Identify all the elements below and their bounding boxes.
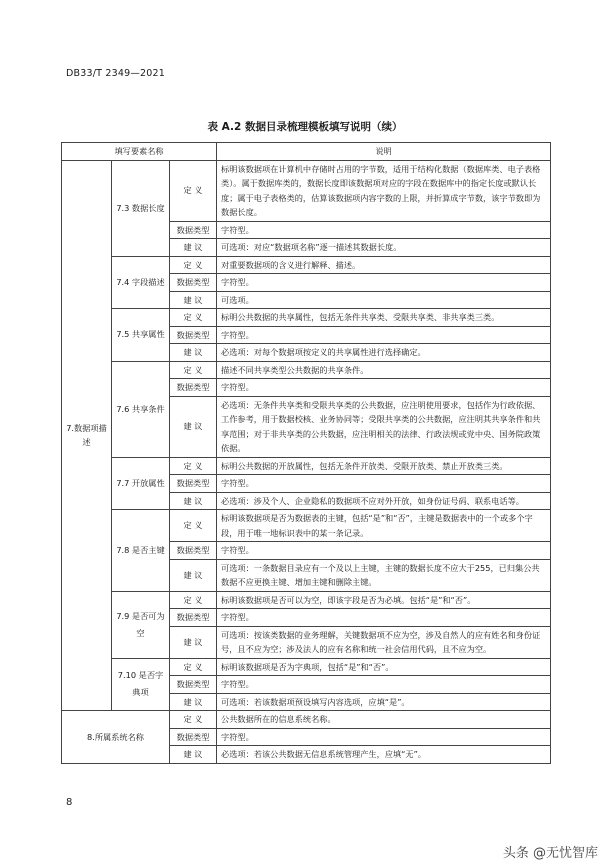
attribute-cell: 定 义 — [170, 510, 217, 542]
description-cell: 可选项：若该数据项预设填写内容选项，应填“是”。 — [217, 693, 551, 711]
attribute-cell: 建 议 — [170, 492, 217, 510]
table-row — [62, 160, 551, 221]
table-row — [62, 591, 551, 609]
page-number: 8 — [66, 797, 73, 808]
description-cell: 字符型。 — [217, 475, 551, 493]
description-cell: 字符型。 — [217, 676, 551, 694]
description-cell: 必选项：涉及个人、企业隐私的数据项不应对外开放，如身份证号码、联系电话等。 — [217, 492, 551, 510]
attribute-cell: 定 义 — [170, 256, 217, 274]
attribute-cell: 建 议 — [170, 239, 217, 257]
element-name-cell: 7.4 字段描述 — [112, 256, 170, 309]
element-name-cell: 7.5 共享属性 — [112, 309, 170, 362]
table-row — [62, 510, 551, 542]
element-name-cell: 7.7 开放属性 — [112, 457, 170, 510]
description-cell: 必选项：无条件共享类和受限共享类的公共数据，应注明使用要求，包括作为行政依据、工作参考，用于数据校核、业务协同等；受限共享类的公共数据，应注明其共享条件和共享范围；对于非共享类的公共数据，应注明相关的法律、行政法规或党中央、国务院政策依据。 — [217, 396, 551, 457]
table-row — [62, 711, 551, 729]
attribute-cell: 数据类型 — [170, 379, 217, 397]
attribute-cell: 定 义 — [170, 160, 217, 221]
attribute-cell: 数据类型 — [170, 326, 217, 344]
attribute-cell: 数据类型 — [170, 475, 217, 493]
table-body — [62, 160, 551, 763]
attribute-cell: 定 义 — [170, 591, 217, 609]
description-cell: 可选项：对应“数据项名称”逐一描述其数据长度。 — [217, 239, 551, 257]
description-cell: 描述不同共享类型公共数据的共享条件。 — [217, 361, 551, 379]
description-cell: 字符型。 — [217, 609, 551, 627]
attribute-cell: 建 议 — [170, 396, 217, 457]
description-cell: 对重要数据项的含义进行解释、描述。 — [217, 256, 551, 274]
element-name-cell: 7.3 数据长度 — [112, 160, 170, 256]
document-code: DB33/T 2349—2021 — [66, 68, 165, 79]
attribute-cell: 数据类型 — [170, 676, 217, 694]
description-cell: 字符型。 — [217, 728, 551, 746]
attribute-cell: 数据类型 — [170, 274, 217, 292]
spec-table — [61, 142, 551, 764]
description-cell: 公共数据所在的信息系统名称。 — [217, 711, 551, 729]
attribute-cell: 建 议 — [170, 559, 217, 591]
attribute-cell: 数据类型 — [170, 728, 217, 746]
attribute-cell: 建 议 — [170, 344, 217, 362]
table-row — [62, 658, 551, 676]
description-cell: 可选项：按该类数据的业务理解，关键数据项不应为空，涉及自然人的应有姓名和身份证号，且不应为空；涉及法人的应有名称和统一社会信用代码，且不应为空。 — [217, 626, 551, 658]
description-cell: 标明该数据项是否为字典项，包括“是”和“否”。 — [217, 658, 551, 676]
element-name-cell: 7.6 共享条件 — [112, 361, 170, 457]
attribute-cell: 定 义 — [170, 658, 217, 676]
description-cell: 标明该数据项是否可以为空，即该字段是否为必填。包括“是”和“否”。 — [217, 591, 551, 609]
description-cell: 标明该数据项在计算机中存储时占用的字节数，适用于结构化数据（数据库类、电子表格类）。属于数据库类的，数据长度即该数据项对应的字段在数据库中的指定长度或默认长度；属于电子表格类的，估算该数据项内容字数的上限，并折算成字节数，该字节数即为数据长度。 — [217, 160, 551, 221]
description-cell: 字符型。 — [217, 379, 551, 397]
description-cell: 字符型。 — [217, 542, 551, 560]
description-cell: 可选项。 — [217, 291, 551, 309]
description-cell: 必选项：对每个数据项按定义的共享属性进行选择确定。 — [217, 344, 551, 362]
table-title: 表 A.2 数据目录梳理模板填写说明（续） — [207, 121, 403, 133]
attribute-cell: 建 议 — [170, 291, 217, 309]
description-cell: 可选项：一条数据目录应有一个及以上主键，主键的数据长度不应大于255，已归集公共数据不应更换主键、增加主键和删除主键。 — [217, 559, 551, 591]
attribute-cell: 数据类型 — [170, 542, 217, 560]
description-cell: 字符型。 — [217, 221, 551, 239]
element-name-cell: 7.9 是否可为空 — [112, 591, 170, 658]
description-cell: 字符型。 — [217, 326, 551, 344]
column-header-element-name: 填写要素名称 — [62, 143, 217, 161]
table-row — [62, 361, 551, 379]
attribute-cell: 定 义 — [170, 711, 217, 729]
description-cell: 标明公共数据的共享属性，包括无条件共享类、受限共享类、非共享类三类。 — [217, 309, 551, 327]
description-cell: 必选项：若该公共数据无信息系统管理产生，应填“无”。 — [217, 746, 551, 764]
description-cell: 标明公共数据的开放属性，包括无条件开放类、受限开放类、禁止开放类三类。 — [217, 457, 551, 475]
attribute-cell: 建 议 — [170, 626, 217, 658]
attribute-cell: 建 议 — [170, 693, 217, 711]
table-row — [62, 309, 551, 327]
column-header-description: 说明 — [217, 143, 551, 161]
attribute-cell: 定 义 — [170, 309, 217, 327]
element-name-cell: 7.8 是否主键 — [112, 510, 170, 592]
category-cell: 7.数据项描述 — [62, 160, 112, 711]
attribute-cell: 数据类型 — [170, 221, 217, 239]
description-cell: 标明该数据项是否为数据表的主键，包括“是”和“否”，主键是数据表中的一个或多个字段，用于唯一地标识表中的某一条记录。 — [217, 510, 551, 542]
watermark-text: 头条 @无忧智库 — [502, 846, 598, 861]
attribute-cell: 数据类型 — [170, 609, 217, 627]
attribute-cell: 建 议 — [170, 746, 217, 764]
attribute-cell: 定 义 — [170, 457, 217, 475]
system-name-cell: 8.所属系统名称 — [62, 711, 170, 764]
element-name-cell: 7.10 是否字典项 — [112, 658, 170, 711]
table-header-row — [62, 143, 551, 161]
table-row — [62, 256, 551, 274]
description-cell: 字符型。 — [217, 274, 551, 292]
table-row — [62, 457, 551, 475]
attribute-cell: 定 义 — [170, 361, 217, 379]
